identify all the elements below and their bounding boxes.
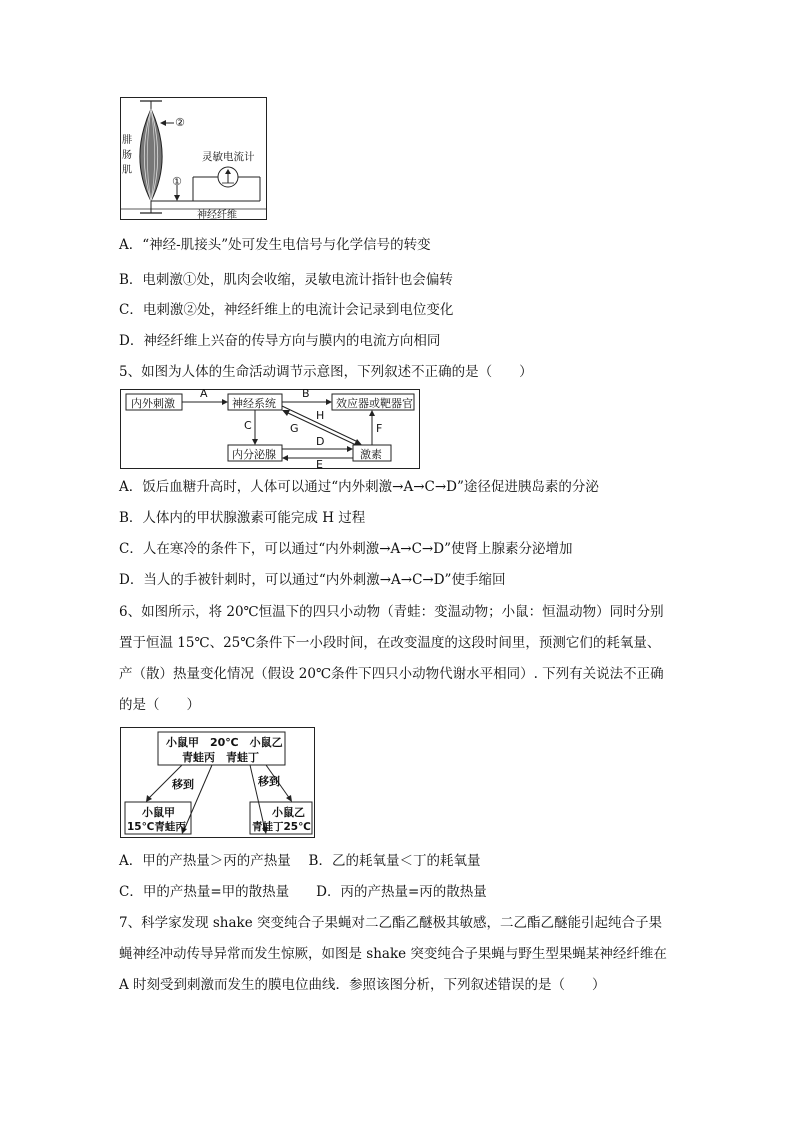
q5-option-b: B．人体内的甲状腺激素可能完成 H 过程 [119,510,366,526]
q7-line-2: 蝇神经冲动传导异常而发生惊厥，如图是 shake 突变纯合子果蝇与野生型果蝇某神经纤维在 [119,946,667,962]
q6-options-line-2: C．甲的产热量=甲的散热量 D．丙的产热量=丙的散热量 [119,884,487,900]
q6-options-line-1: A．甲的产热量＞丙的产热量 B．乙的耗氧量＜丁的耗氧量 [119,853,481,869]
box-effector: 效应器或靶器官 [336,397,413,410]
q4-option-a: A．“神经-肌接头”处可发生电信号与化学信号的转变 [119,237,431,253]
arrow-label-d: D [316,435,325,448]
q4-option-b: B．电刺激①处，肌肉会收缩，灵敏电流计指针也会偏转 [119,272,453,288]
muscle-label: 腓 肠 肌 [122,135,132,176]
arrow-label-g: G [290,422,299,435]
left-line-2: 15℃青蛙丙 [127,821,186,833]
arrow-label-e: E [316,458,323,471]
q5-option-a: A．饭后血糖升高时，人体可以通过“内外刺激→A→C→D”途径促进胰岛素的分泌 [119,479,599,495]
marker-2: ② [175,116,185,129]
box-nerve-system: 神经系统 [232,397,276,410]
q5-option-c: C．人在寒冷的条件下，可以通过“内外刺激→A→C→D”使肾上腺素分泌增加 [119,541,573,557]
arrow-label-b: B [302,387,310,400]
top-line-2: 青蛙丙 青蛙丁 [182,751,259,764]
muscle-galvanometer-figure [120,97,267,220]
box-endocrine-gland: 内分泌腺 [232,448,276,461]
arrow-label-a: A [200,387,208,400]
q6-stem-line-3: 产（散）热量变化情况（假设 20℃条件下四只小动物代谢水平相同）. 下列有关说法不正确 [119,666,664,682]
temperature-diagram [120,727,315,838]
arrow-label-c: C [244,419,252,432]
q5-option-d: D．当人的手被针刺时，可以通过“内外刺激→A→C→D”使手缩回 [119,572,506,588]
q5-stem: 5、如图为人体的生命活动调节示意图，下列叙述不正确的是（ ） [119,364,533,380]
right-line-2: 青蛙丁25℃ [252,821,311,833]
q6-stem-line-4: 的是（ ） [119,697,200,713]
q7-line-1: 7、科学家发现 shake 突变纯合子果蝇对二乙酯乙醚极其敏感，二乙酯乙醚能引起纯合子果 [119,915,663,931]
marker-1: ① [172,175,182,188]
left-line-1: 小鼠甲 [142,806,175,819]
regulation-diagram [120,389,420,469]
arrow-label-f: F [376,422,383,435]
q7-line-3: A 时刻受到刺激而发生的膜电位曲线．参照该图分析，下列叙述错误的是（ ） [119,977,606,993]
q4-option-d: D．神经纤维上兴奋的传导方向与膜内的电流方向相同 [119,333,441,349]
galvanometer-label: 灵敏电流计 [202,151,255,163]
move-left-label: 移到 [172,778,194,791]
q4-option-c: C．电刺激②处，神经纤维上的电流计会记录到电位变化 [119,302,454,318]
nerve-fiber-label: 神经纤维 [197,210,237,221]
box-hormone: 激素 [360,448,382,461]
q6-stem-line-1: 6、如图所示，将 20℃恒温下的四只小动物（青蛙：变温动物；小鼠：恒温动物）同时分别 [119,604,664,620]
right-line-1: 小鼠乙 [272,806,305,819]
q6-stem-line-2: 置于恒温 15℃、25℃条件下一小段时间，在改变温度的这段时间里，预测它们的耗氧量、 [119,635,661,651]
top-line-1: 小鼠甲 20℃ 小鼠乙 [166,736,283,749]
move-right-label: 移到 [258,775,280,788]
box-stimulus: 内外刺激 [131,397,175,410]
arrow-label-h: H [316,409,325,422]
